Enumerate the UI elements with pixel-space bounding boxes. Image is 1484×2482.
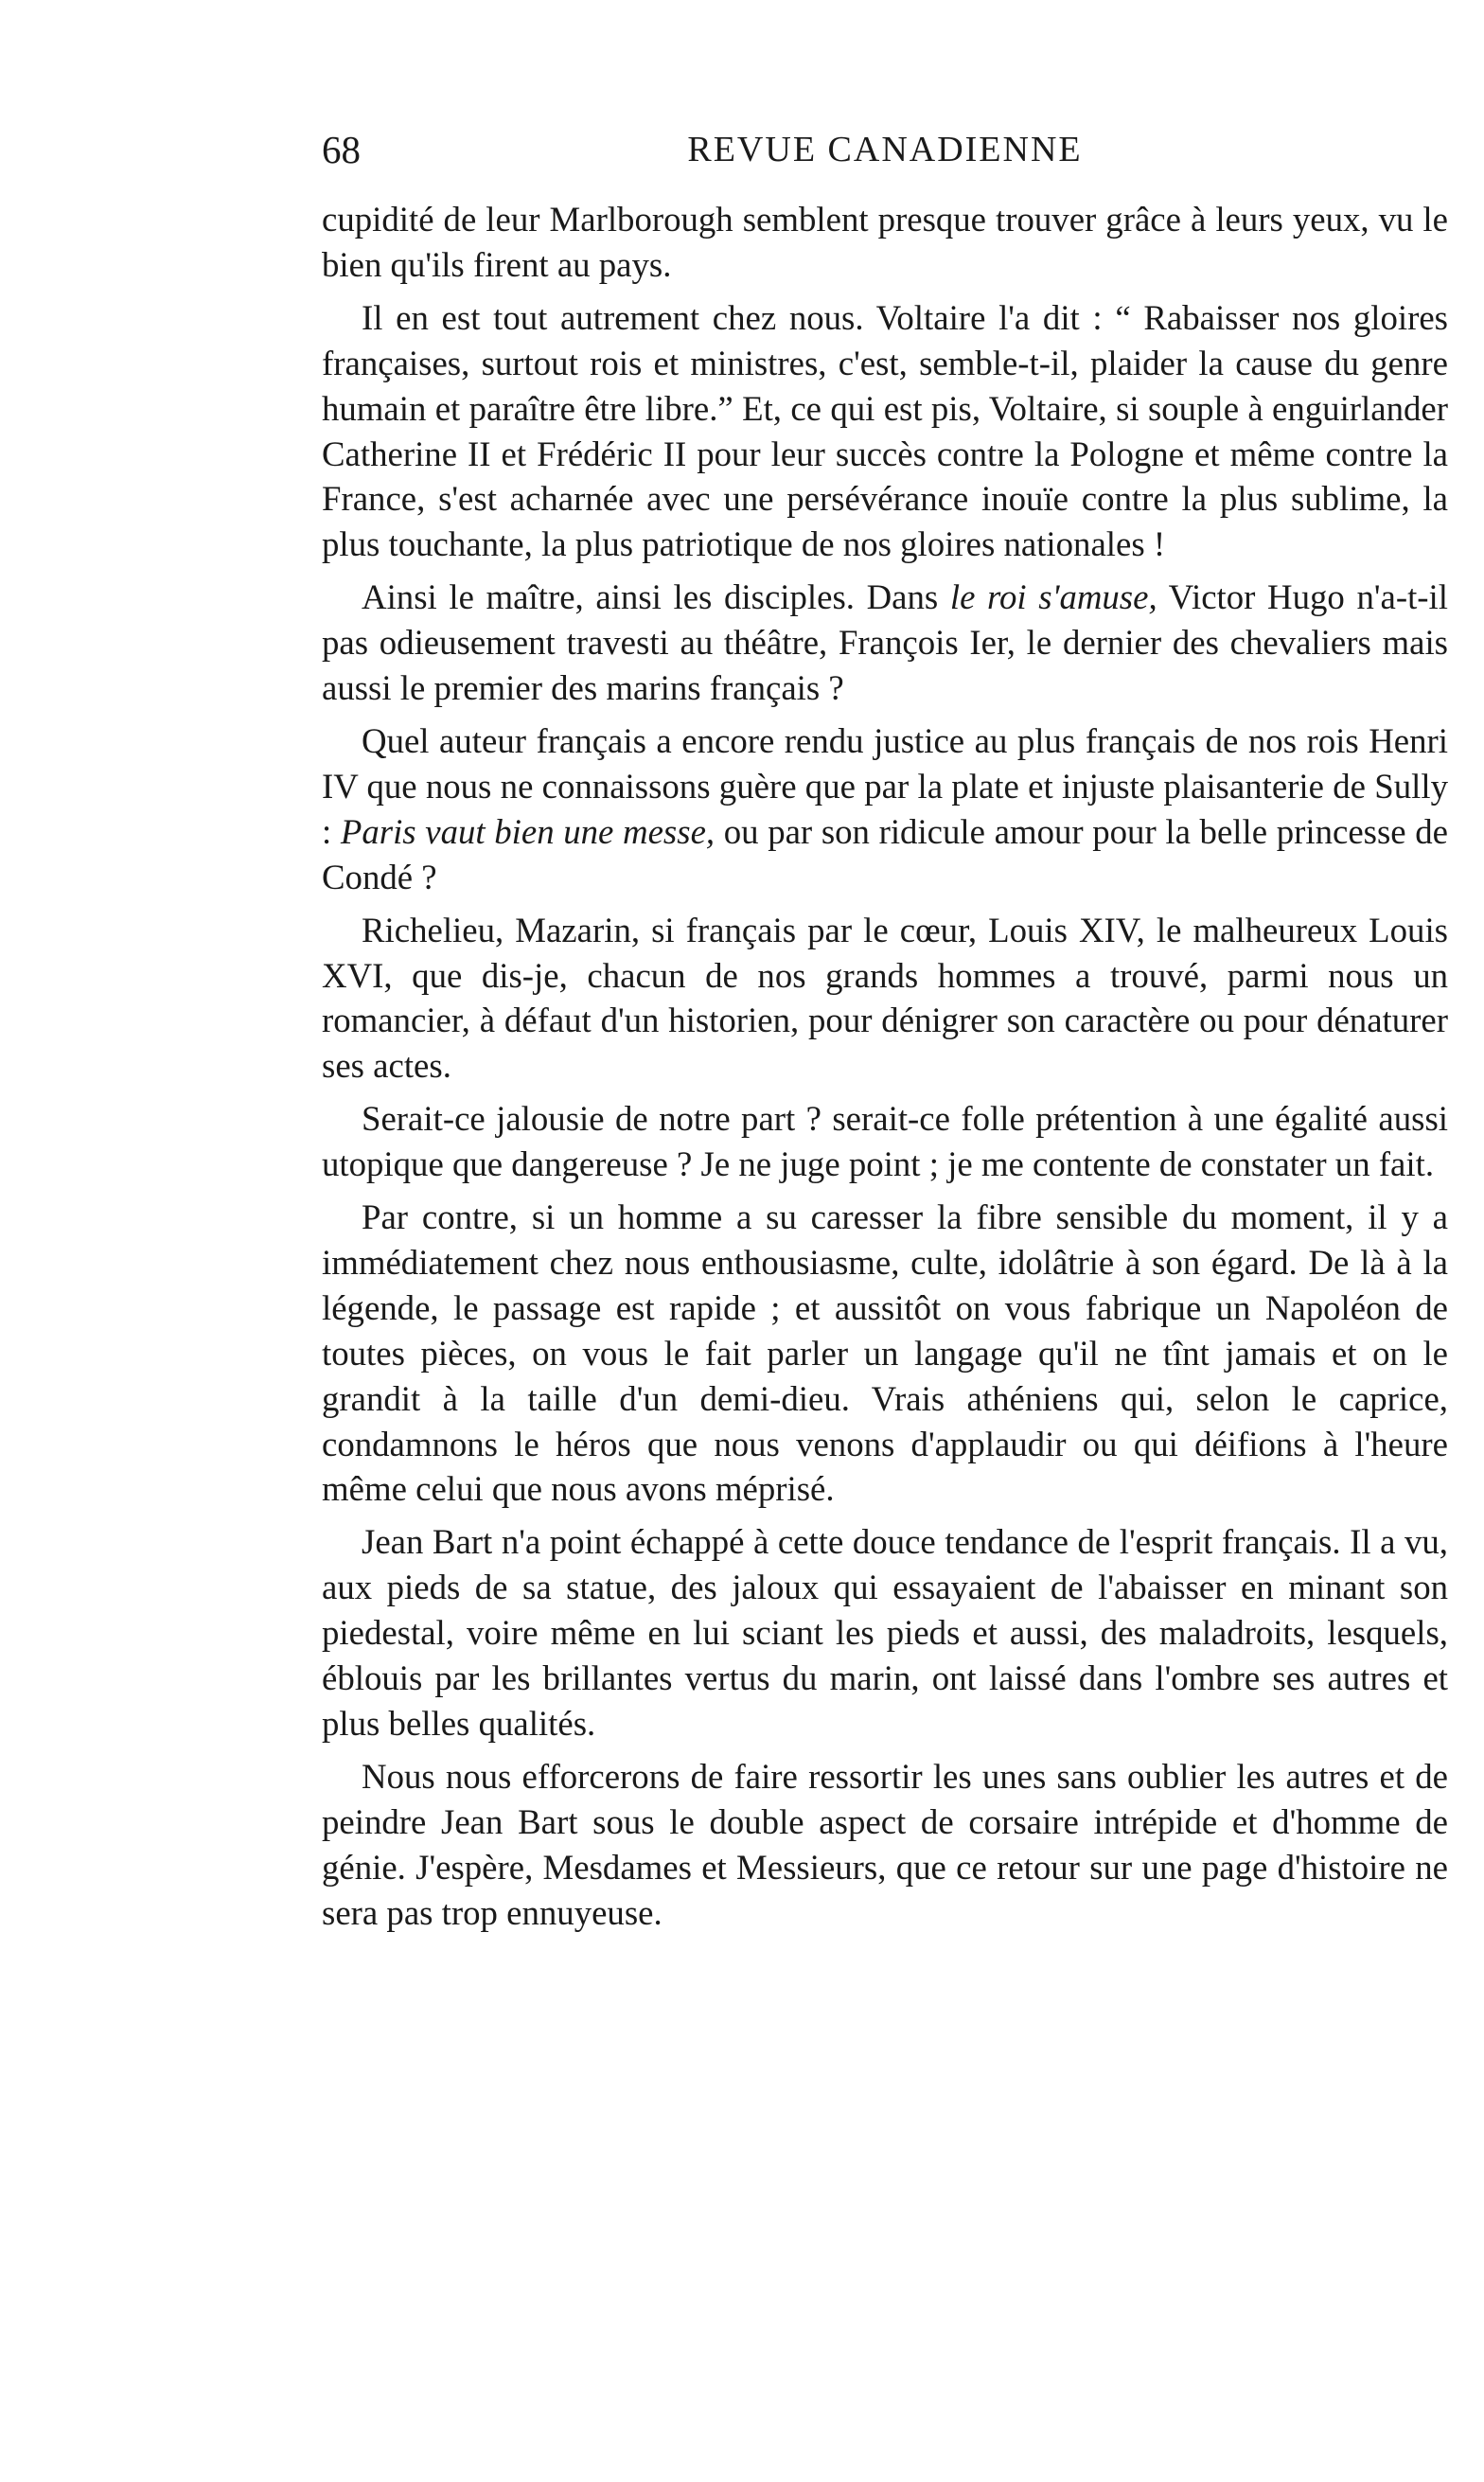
paragraph: [322, 1195, 1448, 1512]
paragraph: [322, 1519, 1448, 1746]
paragraph: [322, 1096, 1448, 1187]
paragraph: [322, 575, 1448, 711]
paragraph-text: Victor Hugo n'a-t-il pas odieusement travesti au théâtre, François Ier, le dernier des chevaliers mais aussi le premier des marins français ?: [322, 577, 1448, 708]
paragraph: [322, 197, 1448, 288]
paragraph-text: Nous nous efforcerons de faire ressortir les unes sans oublier les autres et de peindre Jean Bart sous le double aspect de corsaire intrépide et d'homme de génie. J'espère, Mesdames et Messieurs, que ce retour sur une page d'histoire ne sera pas trop ennuyeuse.: [322, 1756, 1448, 1932]
paragraph-text: Il en est tout autrement chez nous. Voltaire l'a dit : “ Rabaisser nos gloires françaises, surtout rois et ministres, c'est, semble-t-il, plaider la cause du genre humain et paraître être libre.” Et, ce qui est pis, Voltaire, si souple à enguirlander Catherine II et Frédéric II pour leur succès contre la Pologne et même contre la France, s'est acharnée avec une persévérance inouïe contre la plus sublime, la plus touchante, la plus patriotique de nos gloires nationales !: [322, 297, 1448, 564]
paragraph-text: Jean Bart n'a point échappé à cette douce tendance de l'esprit français. Il a vu, aux pieds de sa statue, des jaloux qui essayaient de l'abaisser en minant son piedestal, voire même en lui sciant les pieds et aussi, des maladroits, lesquels, éblouis par les brillantes vertus du marin, ont laissé dans l'ombre ses autres et plus belles qualités.: [322, 1522, 1448, 1743]
paragraph: [322, 295, 1448, 567]
paragraph: [322, 1754, 1448, 1936]
paragraph-text: Ainsi le maître, ainsi les disciples. Dans: [362, 577, 950, 617]
paragraph-text: Richelieu, Mazarin, si français par le cœur, Louis XIV, le malheureux Louis XVI, que dis-je, chacun de nos grands hommes a trouvé, parmi nous un romancier, à défaut d'un historien, pour dénigrer son caractère ou pour dénaturer ses actes.: [322, 910, 1448, 1086]
running-title: REVUE CANADIENNE: [687, 130, 1083, 169]
paragraph-text: Quel auteur français a encore rendu justice au plus français de nos rois Henri IV que nous ne connaissons guère que par la plate et injuste plaisanterie de Sully :: [322, 720, 1448, 851]
paragraph-text: Par contre, si un homme a su caresser la fibre sensible du moment, il y a immédiatement chez nous enthousiasme, culte, idolâtrie à son égard. De là à la légende, le passage est rapide ; et aussitôt on vous fabrique un Napoléon de toutes pièces, on vous le fait parler un langage qu'il ne tînt jamais et on le grandit à la taille d'un demi-dieu. Vrais athéniens qui, selon le caprice, condamnons le héros que nous venons d'applaudir ou qui déifions à l'heure même celui que nous avons méprisé.: [322, 1197, 1448, 1509]
paragraph-text: Serait-ce jalousie de notre part ? serait-ce folle prétention à une égalité aussi utopique que dangereuse ? Je ne juge point ; je me contente de constater un fait.: [322, 1099, 1448, 1184]
body-text: [322, 197, 1448, 1936]
italic-quote: Paris vaut bien une messe,: [340, 811, 716, 851]
paragraph-text: ou par son ridicule amour pour la belle princesse de Condé ?: [322, 811, 1448, 896]
paragraph-text: cupidité de leur Marlborough semblent presque trouver grâce à leurs yeux, vu le bien qu'ils firent au pays.: [322, 200, 1448, 284]
italic-title: le roi s'amuse,: [949, 577, 1157, 617]
paragraph: [322, 908, 1448, 1090]
page-header: [322, 121, 1448, 178]
paragraph: [322, 718, 1448, 900]
page-number: 68: [322, 128, 361, 171]
